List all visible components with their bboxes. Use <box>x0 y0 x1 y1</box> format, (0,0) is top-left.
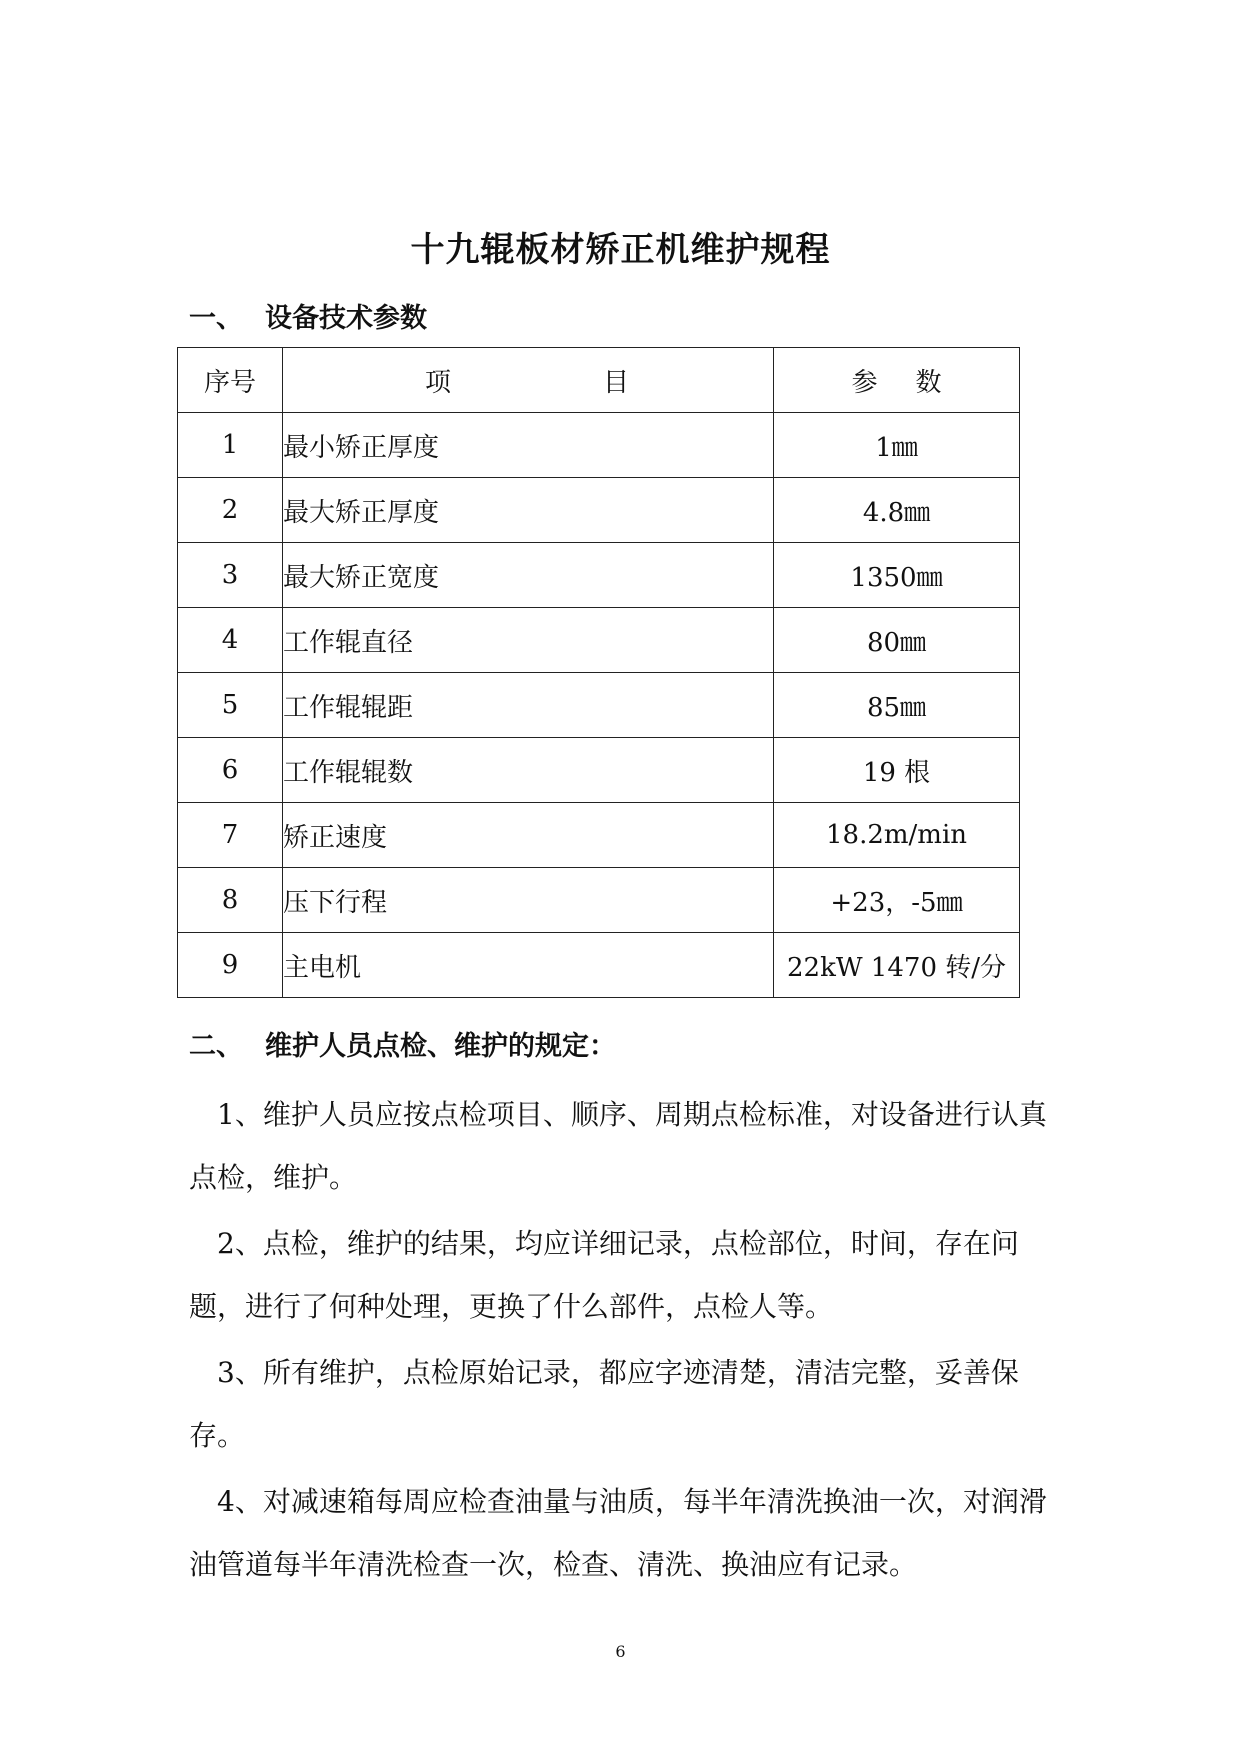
cell-value: 80㎜ <box>774 608 1020 673</box>
section-label: 设备技术参数 <box>265 303 427 334</box>
cell-value: 19 根 <box>774 738 1020 803</box>
document-title: 十九辊板材矫正机维护规程 <box>410 230 831 270</box>
cell-item: 主电机 <box>283 933 774 998</box>
cell-item: 最大矫正宽度 <box>283 543 774 608</box>
section-number: 一、 <box>189 303 243 334</box>
cell-seq: 2 <box>178 478 283 543</box>
cell-value: 1350㎜ <box>774 543 1020 608</box>
cell-seq: 9 <box>178 933 283 998</box>
cell-seq: 3 <box>178 543 283 608</box>
header-item <box>283 348 774 413</box>
cell-item: 工作辊直径 <box>283 608 774 673</box>
table-row <box>178 868 1020 933</box>
cell-value: +23，-5㎜ <box>774 868 1020 933</box>
cell-value: 85㎜ <box>774 673 1020 738</box>
rule-paragraph: 1、维护人员应按点检项目、顺序、周期点检标准，对设备进行认真点检，维护。 <box>189 1098 1047 1194</box>
cell-value: 1㎜ <box>774 413 1020 478</box>
table-row <box>178 608 1020 673</box>
cell-value: 18.2m/min <box>774 803 1020 868</box>
table-row <box>178 543 1020 608</box>
cell-seq: 5 <box>178 673 283 738</box>
cell-value: 4.8㎜ <box>774 478 1020 543</box>
header-seq: 序号 <box>178 348 283 413</box>
table-row <box>178 738 1020 803</box>
cell-item: 工作辊辊数 <box>283 738 774 803</box>
section-heading-maintenance-rules <box>189 1024 616 1063</box>
cell-seq: 1 <box>178 413 283 478</box>
section-number: 二、 <box>189 1031 243 1062</box>
header-item-char-2: 目 <box>602 367 629 398</box>
cell-value: 22kW 1470 转/分 <box>774 933 1020 998</box>
section-heading-parameters <box>189 296 427 335</box>
table-row <box>178 478 1020 543</box>
rule-paragraph: 4、对减速箱每周应检查油量与油质，每半年清洗换油一次，对润滑油管道每半年清洗检查一次，检查、清洗、换油应有记录。 <box>189 1485 1047 1581</box>
table-row <box>178 933 1020 998</box>
rule-paragraph: 2、点检，维护的结果，均应详细记录，点检部位，时间，存在问题，进行了何种处理，更换了什么部件，点检人等。 <box>189 1227 1019 1323</box>
cell-seq: 7 <box>178 803 283 868</box>
table-row <box>178 803 1020 868</box>
parameters-table <box>177 347 1020 998</box>
cell-seq: 4 <box>178 608 283 673</box>
table-header-row <box>178 348 1020 413</box>
cell-seq: 6 <box>178 738 283 803</box>
cell-item: 最大矫正厚度 <box>283 478 774 543</box>
page-number: 6 <box>615 1642 626 1661</box>
header-value: 参数 <box>774 348 1020 413</box>
table-row <box>178 673 1020 738</box>
rule-paragraph: 3、所有维护，点检原始记录，都应字迹清楚，清洁完整，妥善保存。 <box>189 1356 1019 1452</box>
table-row <box>178 413 1020 478</box>
cell-seq: 8 <box>178 868 283 933</box>
section-label: 维护人员点检、维护的规定： <box>265 1031 616 1062</box>
header-item-char-1: 项 <box>425 367 452 398</box>
cell-item: 压下行程 <box>283 868 774 933</box>
cell-item: 最小矫正厚度 <box>283 413 774 478</box>
cell-item: 矫正速度 <box>283 803 774 868</box>
cell-item: 工作辊辊距 <box>283 673 774 738</box>
